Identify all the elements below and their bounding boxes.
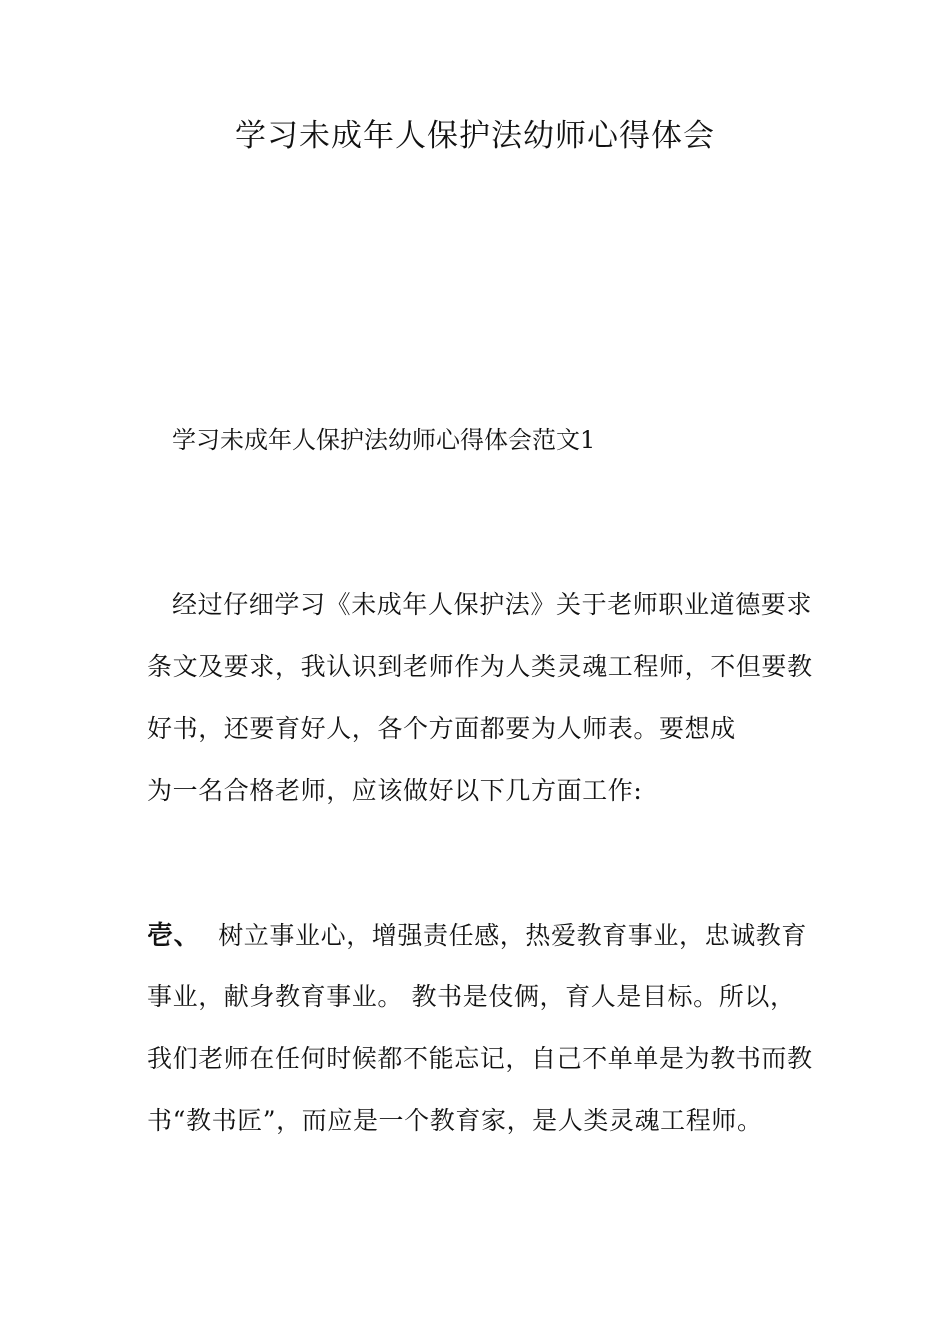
section-subtitle: 学习未成年人保护法幼师心得体会范文1 <box>172 426 596 454</box>
paragraph-line: 经过仔细学习《未成年人保护法》关于老师职业道德要求 <box>172 590 813 619</box>
paragraph-line: 事业，献身教育事业。 教书是伎俩，育人是目标。所以， <box>147 982 796 1011</box>
paragraph-line: 我们老师在任何时候都不能忘记，自己不单单是为教书而教 <box>147 1044 813 1073</box>
section-first-line <box>147 915 807 952</box>
section-marker: 壱、 <box>147 921 201 951</box>
paragraph-line: 为一名合格老师，应该做好以下几方面工作: <box>147 776 643 805</box>
paragraph-line: 书“教书匠”，而应是一个教育家，是人类灵魂工程师。 <box>147 1106 763 1135</box>
paragraph-line: 条文及要求，我认识到老师作为人类灵魂工程师，不但要教 <box>147 652 813 681</box>
document-title: 学习未成年人保护法幼师心得体会 <box>235 118 715 154</box>
paragraph-line: 好书，还要育好人，各个方面都要为人师表。要想成 <box>147 714 736 743</box>
paragraph-line-text: 树立事业心，增强责任感，热爱教育事业，忠诚教育 <box>218 921 808 950</box>
